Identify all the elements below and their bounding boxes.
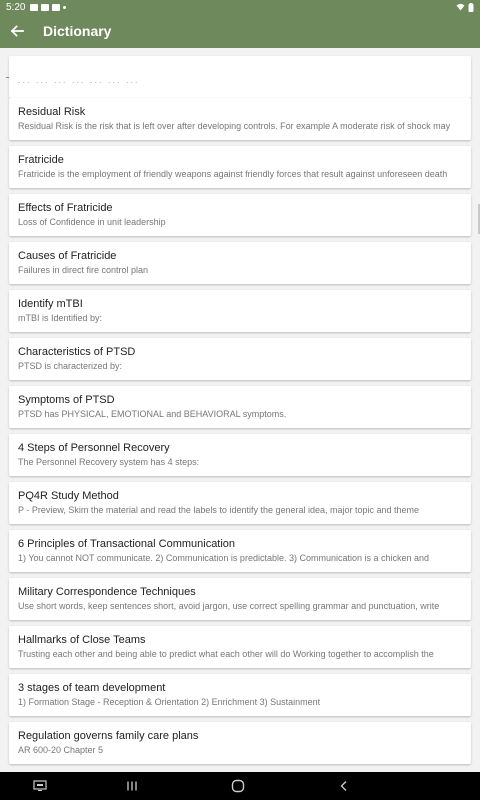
item-term: 6 Principles of Transactional Communication: [18, 538, 236, 550]
item-term: 3 stages of team development: [18, 682, 166, 694]
status-time: 5:20: [6, 1, 26, 13]
item-term: PQ4R Study Method: [18, 490, 119, 502]
list-item[interactable]: [9, 722, 471, 764]
item-term: Regulation governs family care plans: [18, 730, 199, 742]
item-term: Symptoms of PTSD: [18, 394, 115, 406]
wifi-icon: [456, 3, 465, 11]
list-item[interactable]: [9, 578, 471, 620]
list-item[interactable]: [9, 674, 471, 716]
item-definition: mTBI is Identified by:: [18, 313, 103, 323]
item-term: Identify mTBI: [18, 298, 83, 310]
item-term: Fratricide: [18, 154, 64, 166]
list-item[interactable]: [9, 194, 471, 236]
list-item[interactable]: [9, 290, 471, 332]
list-item[interactable]: [9, 386, 471, 428]
battery-icon: [468, 3, 474, 12]
item-term: 4 Steps of Personnel Recovery: [18, 442, 170, 454]
recent-apps-icon: [126, 780, 138, 792]
notification-cloud-icon: [41, 4, 49, 11]
list-item[interactable]: [9, 626, 471, 668]
item-definition: Fratricide is the employment of friendly weapons against friendly forces that result against unforeseen death: [18, 169, 448, 179]
dictionary-list[interactable]: [0, 75, 480, 772]
page-title: Dictionary: [43, 23, 112, 39]
home-button[interactable]: [226, 777, 250, 795]
list-item-partial[interactable]: [9, 56, 471, 98]
keyboard-switch-button[interactable]: [28, 777, 52, 795]
back-button[interactable]: [0, 14, 34, 48]
back-chevron-icon: [339, 780, 349, 792]
item-term: Hallmarks of Close Teams: [18, 634, 146, 646]
list-item[interactable]: [9, 242, 471, 284]
item-definition: Residual Risk is the risk that is left over after developing controls. For example A moderate risk of shock may: [18, 121, 451, 131]
system-icons: [456, 3, 474, 12]
item-definition: Use short words, keep sentences short, avoid jargon, use correct spelling grammar and punctuation, write: [18, 601, 440, 611]
notification-youtube-icon: [52, 4, 60, 11]
system-nav-bar: [0, 772, 480, 800]
notification-icons: [30, 4, 66, 11]
item-term: Characteristics of PTSD: [18, 346, 136, 358]
list-item[interactable]: [9, 434, 471, 476]
keyboard-icon: [33, 780, 47, 792]
item-term: Causes of Fratricide: [18, 250, 117, 262]
back-arrow-icon: [10, 24, 24, 38]
app-bar: [0, 14, 480, 48]
list-item[interactable]: [9, 98, 471, 140]
item-term: Military Correspondence Techniques: [18, 586, 196, 598]
list-item[interactable]: [9, 530, 471, 572]
notification-dot-icon: [63, 6, 66, 9]
list-item[interactable]: [9, 482, 471, 524]
item-definition: P - Preview, Skim the material and read the labels to identify the general idea, major topic and theme: [18, 505, 420, 515]
item-definition: 1) Formation Stage - Reception & Orientation 2) Enrichment 3) Sustainment: [18, 697, 321, 707]
item-definition: Failures in direct fire control plan: [18, 265, 149, 275]
item-definition: PTSD is characterized by:: [18, 361, 123, 371]
item-definition: The Personnel Recovery system has 4 steps:: [18, 457, 200, 467]
item-term: Residual Risk: [18, 106, 86, 118]
notification-a-icon: [30, 4, 38, 11]
home-icon: [231, 779, 245, 793]
item-definition: Loss of Confidence in unit leadership: [18, 217, 166, 227]
list-item[interactable]: [9, 146, 471, 188]
recent-apps-button[interactable]: [120, 777, 144, 795]
item-definition: AR 600-20 Chapter 5: [18, 745, 104, 755]
item-definition: 1) You cannot NOT communicate. 2) Communication is predictable. 3) Communication is a chicken and: [18, 553, 430, 563]
back-nav-button[interactable]: [332, 777, 356, 795]
item-definition: Trusting each other and being able to predict what each other will do Working together to accomplish the: [18, 649, 434, 659]
item-term: Effects of Fratricide: [18, 202, 113, 214]
item-definition: PTSD has PHYSICAL, EMOTIONAL and BEHAVIORAL symptoms.: [18, 409, 287, 419]
list-item[interactable]: [9, 338, 471, 380]
list-item-partial-definition: ... ... ... ... ... ... ...: [18, 75, 140, 85]
status-bar: [0, 0, 480, 14]
